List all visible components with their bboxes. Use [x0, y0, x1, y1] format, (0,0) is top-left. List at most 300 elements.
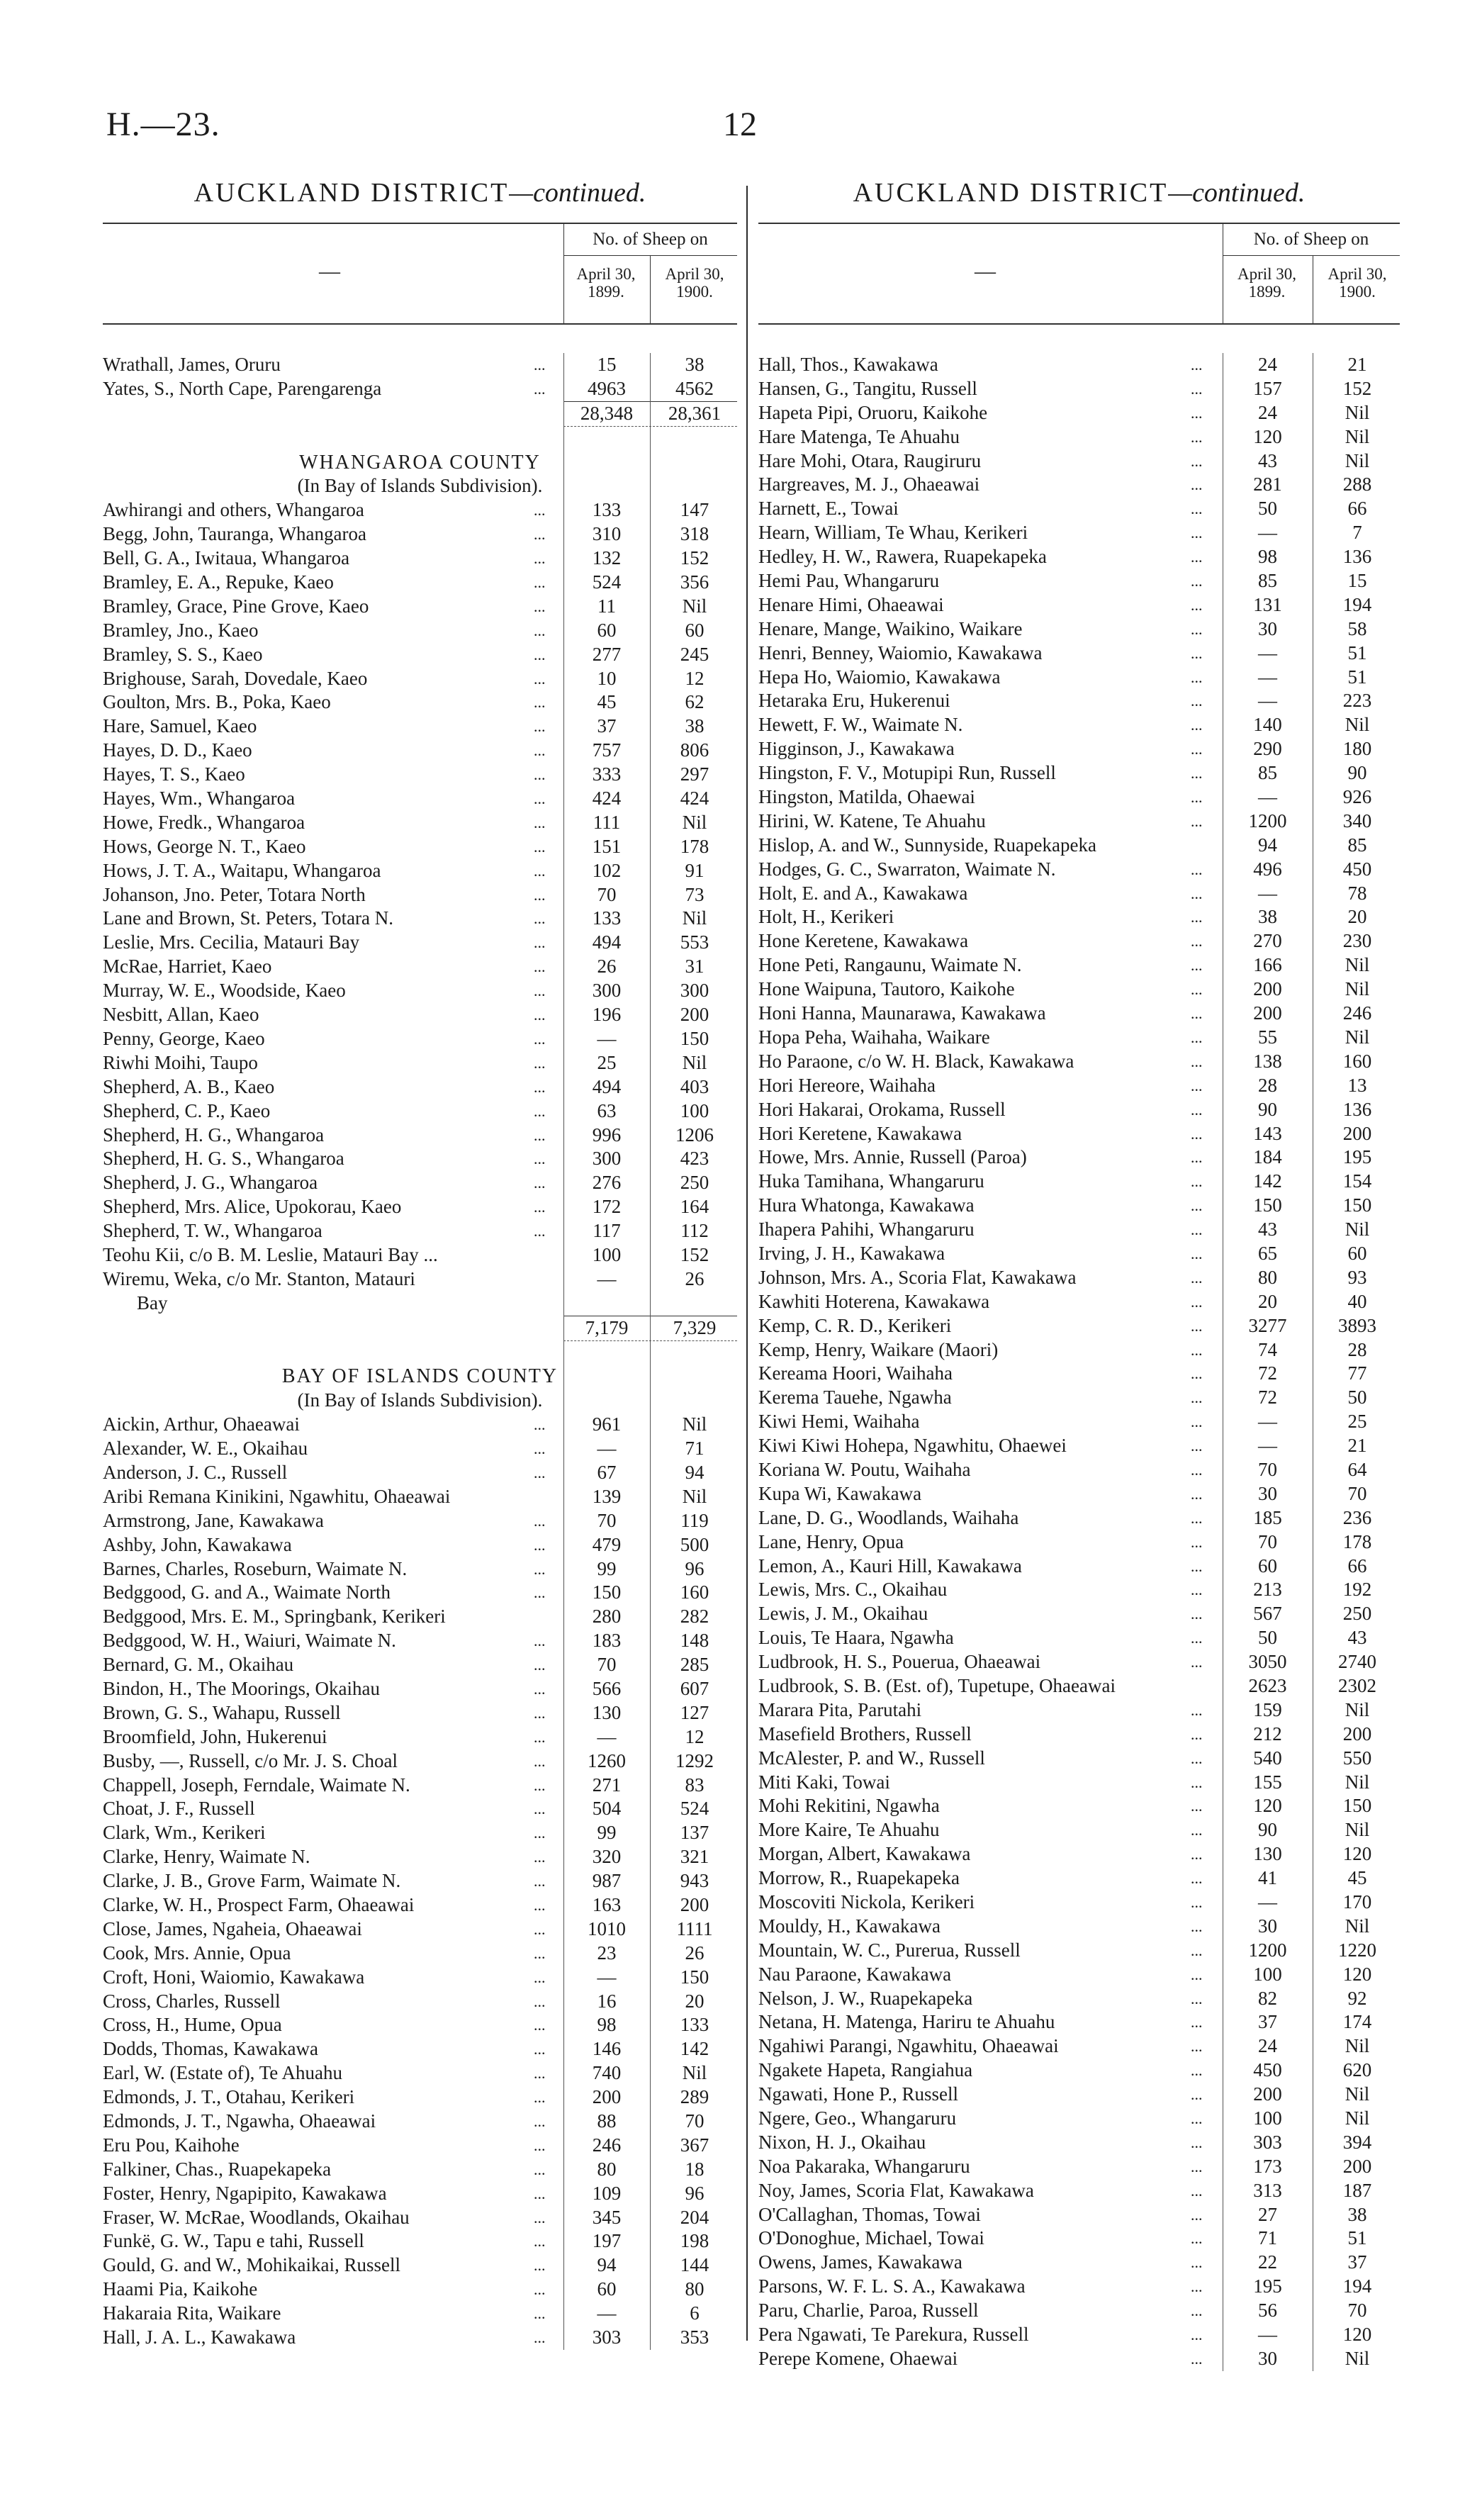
sheep-count-1899: 173: [1253, 2155, 1282, 2177]
owner-name: Broomfield, John, Hukerenui: [103, 1725, 327, 1747]
owner-name: Perepe Komene, Ohaewai: [758, 2347, 958, 2369]
sheep-count-1899: 540: [1253, 1747, 1282, 1769]
sheep-count-1899: 280: [592, 1606, 622, 1628]
leader-dots: ...: [1191, 1653, 1203, 1671]
sheep-count-1899: 740: [592, 2062, 622, 2084]
leader-dots: ...: [534, 2112, 546, 2131]
table-row: [103, 1774, 737, 1798]
owner-name: Lewis, J. M., Okaihau: [758, 1603, 928, 1625]
sheep-count-1900: 200: [1342, 1723, 1372, 1745]
owner-name: Penny, George, Kaeo: [103, 1027, 265, 1049]
table-row: [758, 1987, 1400, 2011]
sheep-count-1900: 66: [1347, 1555, 1367, 1577]
table-row: [758, 1747, 1400, 1771]
sheep-count-1899: —: [1258, 642, 1277, 663]
table-row: [103, 1437, 737, 1461]
sheep-count-1900: 64: [1347, 1458, 1367, 1480]
sheep-count-1900: 120: [1342, 1843, 1372, 1865]
sheep-count-1900: 150: [1342, 1795, 1372, 1817]
leader-dots: ...: [534, 1920, 546, 1938]
sheep-count-1900: 133: [680, 2014, 709, 2036]
leader-dots: ...: [534, 790, 546, 808]
table-row: [103, 1942, 737, 1966]
owner-name: Clarke, J. B., Grove Farm, Waimate N.: [103, 1870, 401, 1892]
owner-name: Edmonds, J. T., Ngawha, Ohaeawai: [103, 2110, 376, 2132]
leader-dots: ...: [1191, 1244, 1203, 1262]
sheep-count-1900: 137: [680, 1822, 709, 1844]
sheep-count-1899: 524: [592, 571, 622, 593]
sheep-count-1899: 159: [1253, 1698, 1282, 1720]
table-row: [103, 979, 737, 1003]
owner-name: Hetaraka Eru, Hukerenui: [758, 690, 950, 712]
sheep-count-1900: 120: [1342, 1963, 1372, 1985]
sheep-count-1900: 152: [680, 547, 709, 569]
owner-name: Haami Pia, Kaikohe: [103, 2278, 258, 2300]
leader-dots: ...: [1191, 1221, 1203, 1239]
leader-dots: ...: [534, 2280, 546, 2299]
sheep-count-1900: 93: [1347, 1266, 1367, 1288]
table-row: [758, 2034, 1400, 2059]
leader-dots: ...: [1191, 1821, 1203, 1839]
left-column: [103, 177, 737, 2350]
sheep-count-1900: Nil: [1345, 1698, 1370, 1720]
table-row: [103, 1797, 737, 1821]
leader-dots: ...: [1191, 1533, 1203, 1551]
table-row: [103, 1821, 737, 1845]
table-row: [758, 2059, 1400, 2083]
leader-dots: ...: [534, 1053, 546, 1072]
leader-dots: ...: [1191, 1268, 1203, 1287]
owner-name: Choat, J. F., Russell: [103, 1798, 255, 1820]
sheep-count-1900: 178: [1342, 1530, 1372, 1552]
owner-name: Falkiner, Chas., Ruapekapeka: [103, 2158, 332, 2180]
table-row: [103, 1461, 737, 1485]
owner-name: Ihapera Pahihi, Whangaruru: [758, 1219, 975, 1241]
leader-dots: ...: [1191, 1869, 1203, 1888]
owner-name: Bramley, S. S., Kaeo: [103, 643, 263, 665]
owner-name: Bramley, Jno., Kaeo: [103, 619, 259, 641]
sheep-count-1900: 236: [1342, 1506, 1372, 1528]
table-row: [758, 1939, 1400, 1963]
owner-name: O'Callaghan, Thomas, Towai: [758, 2203, 981, 2225]
leader-dots: ...: [534, 837, 546, 856]
table-row: [758, 2299, 1400, 2323]
leader-dots: ...: [534, 2136, 546, 2154]
leader-dots: ...: [1191, 356, 1203, 374]
owner-name: Riwhi Moihi, Taupo: [103, 1051, 258, 1073]
table-row: [103, 859, 737, 883]
leader-dots: ...: [534, 2232, 546, 2251]
leader-dots: ...: [1191, 2061, 1203, 2080]
leader-dots: ...: [1191, 1028, 1203, 1046]
sheep-count-1899: 196: [592, 1004, 622, 1026]
table-row: [758, 858, 1400, 882]
sheep-count-1900: 204: [680, 2206, 709, 2228]
sheep-count-1900: 70: [1347, 1482, 1367, 1504]
sheep-count-1900: 20: [685, 1990, 704, 2012]
table-row: [103, 667, 737, 691]
leader-dots: ...: [534, 2088, 546, 2107]
owner-name: Paru, Charlie, Paroa, Russell: [758, 2300, 979, 2322]
sheep-count-1899: 3050: [1248, 1651, 1287, 1673]
sheep-count-1899: 30: [1258, 1915, 1277, 1937]
sheep-count-1899: 100: [592, 1243, 622, 1265]
table-row: [758, 2227, 1400, 2251]
right-table-header: [758, 223, 1400, 325]
sheep-count-1899: 24: [1258, 354, 1277, 375]
owner-name: Hori Hereore, Waihaha: [758, 1074, 936, 1096]
owner-name: Nelson, J. W., Ruapekapeka: [758, 1987, 973, 2009]
owner-name: Hopa Peha, Waihaha, Waikare: [758, 1026, 990, 1048]
owner-name: Hayes, T. S., Kaeo: [103, 763, 245, 785]
owner-name: Johanson, Jno. Peter, Totara North: [103, 883, 366, 905]
sheep-count-1900: 18: [685, 2158, 704, 2180]
leader-dots: ...: [534, 1126, 546, 1144]
leader-dots: ...: [1191, 427, 1203, 446]
leader-dots: ...: [1191, 1340, 1203, 1359]
leader-dots: ...: [534, 861, 546, 880]
leader-dots: ...: [1191, 500, 1203, 518]
sheep-count-1899: 28,348: [580, 402, 634, 424]
county-name: WHANGAROA COUNTY: [299, 451, 541, 474]
table-row: [103, 2037, 737, 2061]
owner-name: Bramley, E. A., Repuke, Kaeo: [103, 571, 334, 593]
sheep-count-1900: 78: [1347, 882, 1367, 904]
sheep-count-1899: 200: [1253, 1002, 1282, 1024]
table-row: [103, 1581, 737, 1605]
sheep-count-1900: 200: [1342, 2155, 1372, 2177]
owner-name: Ngakete Hapeta, Rangiahua: [758, 2059, 973, 2081]
table-row: [758, 1026, 1400, 1050]
sheep-count-1899: 43: [1258, 449, 1277, 471]
sheep-count-1899: 151: [592, 835, 622, 857]
sheep-count-1900: 71: [685, 1438, 704, 1460]
owner-name: Funkë, G. W., Tapu e tahi, Russell: [103, 2230, 364, 2252]
sheep-count-1899: 757: [592, 739, 622, 761]
sheep-count-1900: 318: [680, 523, 709, 545]
sheep-count-1899: 313: [1253, 2179, 1282, 2201]
sheep-count-1899: 74: [1258, 1338, 1277, 1360]
owner-name: Hingston, F. V., Motupipi Run, Russell: [758, 762, 1056, 784]
owner-name: Close, James, Ngaheia, Ohaeawai: [103, 1917, 362, 1939]
sheep-count-1899: 200: [1253, 978, 1282, 1000]
sheep-count-1900: 13: [1347, 1074, 1367, 1096]
owner-name: Hall, J. A. L., Kawakawa: [103, 2326, 296, 2348]
sheep-count-1900: 94: [685, 1461, 704, 1483]
sheep-count-1900: 806: [680, 739, 709, 761]
sheep-count-1899: 120: [1253, 1795, 1282, 1817]
sheep-count-1900: 50: [1347, 1387, 1367, 1409]
leader-dots: ...: [1191, 812, 1203, 830]
leader-dots: ...: [1191, 1508, 1203, 1527]
table-row: [758, 978, 1400, 1002]
owner-name: Hewett, F. W., Waimate N.: [758, 714, 963, 736]
sheep-count-1899: 303: [592, 2326, 622, 2348]
sheep-count-1899: 504: [592, 1798, 622, 1820]
sheep-count-1900: 403: [680, 1075, 709, 1097]
table-row: [103, 1027, 737, 1051]
owner-name: Hayes, Wm., Whangaroa: [103, 788, 296, 810]
leader-dots: ...: [534, 1703, 546, 1722]
table-row: [103, 739, 737, 763]
sheep-count-1900: Nil: [682, 907, 707, 929]
leader-dots: ...: [1191, 1557, 1203, 1575]
table-row: [103, 835, 737, 859]
sheep-count-1900: 524: [680, 1798, 709, 1820]
sheep-count-1900: 926: [1342, 786, 1372, 808]
table-row: [758, 1410, 1400, 1434]
sheep-count-1899: 117: [593, 1220, 621, 1242]
table-row: [758, 1362, 1400, 1386]
owner-name: Kupa Wi, Kawakawa: [758, 1482, 922, 1504]
owner-name: Honi Hanna, Maunarawa, Kawakawa: [758, 1002, 1046, 1024]
leader-dots: ...: [1191, 1941, 1203, 1959]
leader-dots: ...: [534, 1632, 546, 1650]
table-row: [103, 1051, 737, 1075]
sheep-count-1899: 183: [592, 1630, 622, 1652]
leader-dots: ...: [1191, 1797, 1203, 1815]
sheep-count-1899: 72: [1258, 1387, 1277, 1409]
sheep-count-1899: 1200: [1248, 810, 1287, 831]
right-header-col1: April 30, 1899.: [1237, 265, 1297, 301]
owner-name: Ngawati, Hone P., Russell: [758, 2083, 958, 2105]
owner-name: Bedggood, G. and A., Waimate North: [103, 1581, 391, 1603]
sheep-count-1900: 43: [1347, 1627, 1367, 1649]
leader-dots: ...: [534, 1535, 546, 1554]
table-row: [758, 1866, 1400, 1891]
sheep-count-1899: 10: [597, 667, 617, 689]
leader-dots: ...: [1191, 1124, 1203, 1143]
sheep-count-1899: 70: [1258, 1458, 1277, 1480]
leader-dots: ...: [1191, 476, 1203, 494]
leader-dots: ...: [534, 1896, 546, 1914]
table-row: [758, 642, 1400, 666]
sheep-count-1900: 51: [1347, 666, 1367, 688]
leader-dots: ...: [534, 2040, 546, 2059]
sheep-count-1899: 140: [1253, 714, 1282, 736]
owner-name: Awhirangi and others, Whangaroa: [103, 499, 364, 521]
leader-dots: ...: [1191, 788, 1203, 807]
sheep-count-1900: 321: [680, 1846, 709, 1868]
owner-name: Dodds, Thomas, Kawakawa: [103, 2038, 318, 2060]
leader-dots: ...: [1191, 1389, 1203, 1407]
leader-dots: ...: [534, 573, 546, 592]
sheep-count-1899: 271: [592, 1774, 622, 1796]
sheep-count-1900: 77: [1347, 1362, 1367, 1384]
table-row: [758, 1530, 1400, 1555]
sheep-count-1900: 297: [680, 763, 709, 785]
table-row: [758, 2131, 1400, 2155]
owner-name: Hepa Ho, Waiomio, Kawakawa: [758, 666, 1001, 688]
table-row: [758, 1842, 1400, 1866]
leader-dots: ...: [1191, 1172, 1203, 1191]
sheep-count-1899: 496: [1253, 858, 1282, 880]
owner-name: Shepherd, H. G., Whangaroa: [103, 1124, 325, 1146]
page-header-series: H.—23.: [106, 106, 220, 143]
sheep-count-1899: —: [1258, 666, 1277, 688]
sheep-count-1900: Nil: [682, 1051, 707, 1073]
sheep-count-1899: 2623: [1248, 1674, 1287, 1696]
sheep-count-1900: 28,361: [668, 402, 722, 424]
sheep-count-1900: 500: [680, 1533, 709, 1555]
leader-dots: ...: [1191, 1437, 1203, 1455]
sheep-count-1900: 38: [685, 354, 704, 375]
sheep-count-1900: 38: [685, 715, 704, 737]
table-row: [758, 1050, 1400, 1074]
sheep-count-1899: 132: [592, 547, 622, 569]
leader-dots: ...: [534, 2160, 546, 2178]
leader-dots: ...: [1191, 1365, 1203, 1383]
right-column-title: [758, 177, 1400, 211]
owner-name: Hows, George N. T., Kaeo: [103, 835, 306, 857]
sheep-count-1899: 450: [1253, 2059, 1282, 2081]
sheep-count-1899: —: [1258, 1891, 1277, 1913]
table-row: [758, 1290, 1400, 1314]
sheep-count-1900: 136: [1342, 546, 1372, 568]
table-row: [758, 1674, 1400, 1698]
left-column-title: [103, 177, 737, 211]
sheep-count-1899: 102: [592, 859, 622, 881]
owner-name: Shepherd, A. B., Kaeo: [103, 1075, 275, 1097]
sheep-count-1899: 1260: [588, 1749, 626, 1771]
sheep-count-1899: 290: [1253, 738, 1282, 760]
sheep-count-1899: 303: [1253, 2131, 1282, 2153]
sheep-count-1900: 85: [1347, 834, 1367, 856]
leader-dots: ...: [1191, 1100, 1203, 1119]
sheep-count-1900: 26: [685, 1267, 704, 1289]
leader-dots: ...: [534, 1752, 546, 1770]
owner-name: Hislop, A. and W., Sunnyside, Ruapekapeka: [758, 834, 1096, 856]
spacer-row: [103, 427, 737, 451]
table-row: [758, 569, 1400, 593]
owner-name: Wiremu, Weka, c/o Mr. Stanton, Matauri: [103, 1267, 415, 1289]
sheep-count-1899: 200: [592, 2086, 622, 2108]
sheep-count-1899: 157: [1253, 377, 1282, 399]
sheep-count-1900: 127: [680, 1701, 709, 1723]
table-row: [103, 1124, 737, 1148]
leader-dots: ...: [534, 2329, 546, 2347]
sheep-count-1900: 288: [1342, 474, 1372, 495]
sheep-count-1900: 28: [1347, 1338, 1367, 1360]
sheep-count-1899: 300: [592, 1148, 622, 1170]
table-row: [103, 377, 737, 401]
owner-name: Hingston, Matilda, Ohaewai: [758, 786, 975, 808]
sheep-count-1899: 138: [1253, 1050, 1282, 1072]
sheep-count-1900: 194: [1342, 593, 1372, 615]
owner-name: Morrow, R., Ruapekapeka: [758, 1867, 960, 1889]
sheep-count-1900: 147: [680, 499, 709, 521]
sheep-count-1899: 300: [592, 980, 622, 1002]
leader-dots: ...: [1191, 595, 1203, 614]
sheep-count-1900: Nil: [682, 2062, 707, 2084]
owner-name: Koriana W. Poutu, Waihaha: [758, 1458, 971, 1480]
sheep-count-1900: Nil: [682, 595, 707, 617]
sheep-count-1899: —: [597, 1966, 617, 1988]
leader-dots: ...: [534, 356, 546, 374]
owner-name: Barnes, Charles, Roseburn, Waimate N.: [103, 1557, 408, 1579]
owner-name: Hows, J. T. A., Waitapu, Whangaroa: [103, 859, 381, 881]
sheep-count-1899: 98: [1258, 546, 1277, 568]
sheep-count-1900: 58: [1347, 617, 1367, 639]
sheep-count-1900: 180: [1342, 738, 1372, 760]
leader-dots: ...: [1191, 1845, 1203, 1864]
table-row: [758, 1218, 1400, 1242]
sheep-count-1899: 185: [1253, 1506, 1282, 1528]
leader-dots: ...: [534, 1463, 546, 1482]
sheep-count-1900: Nil: [1345, 449, 1370, 471]
sheep-count-1899: 567: [1253, 1603, 1282, 1625]
sheep-count-1899: 11: [597, 595, 616, 617]
sheep-count-1899: —: [1258, 786, 1277, 808]
leader-dots: ...: [534, 1198, 546, 1216]
sheep-count-1899: —: [597, 1438, 617, 1460]
sheep-count-1900: Nil: [1345, 425, 1370, 447]
table-row: [103, 907, 737, 931]
table-row: [758, 1915, 1400, 1939]
sheep-count-1899: 109: [592, 2182, 622, 2204]
sheep-count-1899: 90: [1258, 1819, 1277, 1841]
leader-dots: ...: [1191, 1989, 1203, 2007]
owner-name: Leslie, Mrs. Cecilia, Matauri Bay: [103, 931, 360, 953]
sheep-count-1900: 38: [1347, 2203, 1367, 2225]
leader-dots: ...: [1191, 2349, 1203, 2368]
table-row: [758, 882, 1400, 906]
owner-name: Harnett, E., Towai: [758, 498, 899, 520]
sheep-count-1899: 133: [592, 907, 622, 929]
owner-name: Louis, Te Haara, Ngawha: [758, 1627, 954, 1649]
sheep-count-1899: 212: [1253, 1723, 1282, 1745]
owner-name: Shepherd, H. G. S., Whangaroa: [103, 1148, 344, 1170]
sheep-count-1899: 120: [1253, 425, 1282, 447]
page-number: 12: [723, 106, 757, 143]
owner-name: Chappell, Joseph, Ferndale, Waimate N.: [103, 1774, 410, 1796]
leader-dots: ...: [1191, 2278, 1203, 2296]
sheep-count-1900: 192: [1342, 1579, 1372, 1601]
owner-name: Marara Pita, Parutahi: [758, 1698, 922, 1720]
table-row: [758, 1794, 1400, 1818]
sheep-count-1899: 131: [1253, 593, 1282, 615]
table-row: [103, 2061, 737, 2085]
leader-dots: ...: [1191, 2013, 1203, 2032]
table-row: [758, 353, 1400, 377]
table-row: [103, 522, 737, 547]
owner-name: Ashby, John, Kawakawa: [103, 1533, 292, 1555]
owner-name: Hall, Thos., Kawakawa: [758, 354, 938, 375]
owner-name: Huka Tamihana, Whangaruru: [758, 1170, 984, 1192]
leader-dots: ...: [534, 741, 546, 760]
table-row: [758, 666, 1400, 690]
table-row: [758, 953, 1400, 978]
sheep-count-1899: 70: [597, 1509, 617, 1531]
sheep-count-1900: 70: [1347, 2300, 1367, 2322]
owner-name: Aribi Remana Kinikini, Ngawhitu, Ohaeawai: [103, 1485, 451, 1507]
leader-dots: ...: [534, 1727, 546, 1746]
owner-name: Shepherd, J. G., Whangaroa: [103, 1172, 318, 1194]
sheep-count-1900: 6: [690, 2302, 700, 2324]
owner-name: Busby, —, Russell, c/o Mr. J. S. Choal: [103, 1749, 398, 1771]
sheep-count-1899: 150: [1253, 1194, 1282, 1216]
sheep-count-1900: 51: [1347, 642, 1367, 663]
table-row: [758, 1098, 1400, 1122]
sheep-count-1899: 30: [1258, 617, 1277, 639]
leader-dots: ...: [534, 958, 546, 976]
table-row: [103, 763, 737, 787]
sheep-count-1900: 943: [680, 1870, 709, 1892]
owner-name: Hone Peti, Rangaunu, Waimate N.: [758, 954, 1022, 976]
sheep-count-1900: 394: [1342, 2131, 1372, 2153]
sheep-count-1900: 154: [1342, 1170, 1372, 1192]
sheep-count-1899: 99: [597, 1557, 617, 1579]
